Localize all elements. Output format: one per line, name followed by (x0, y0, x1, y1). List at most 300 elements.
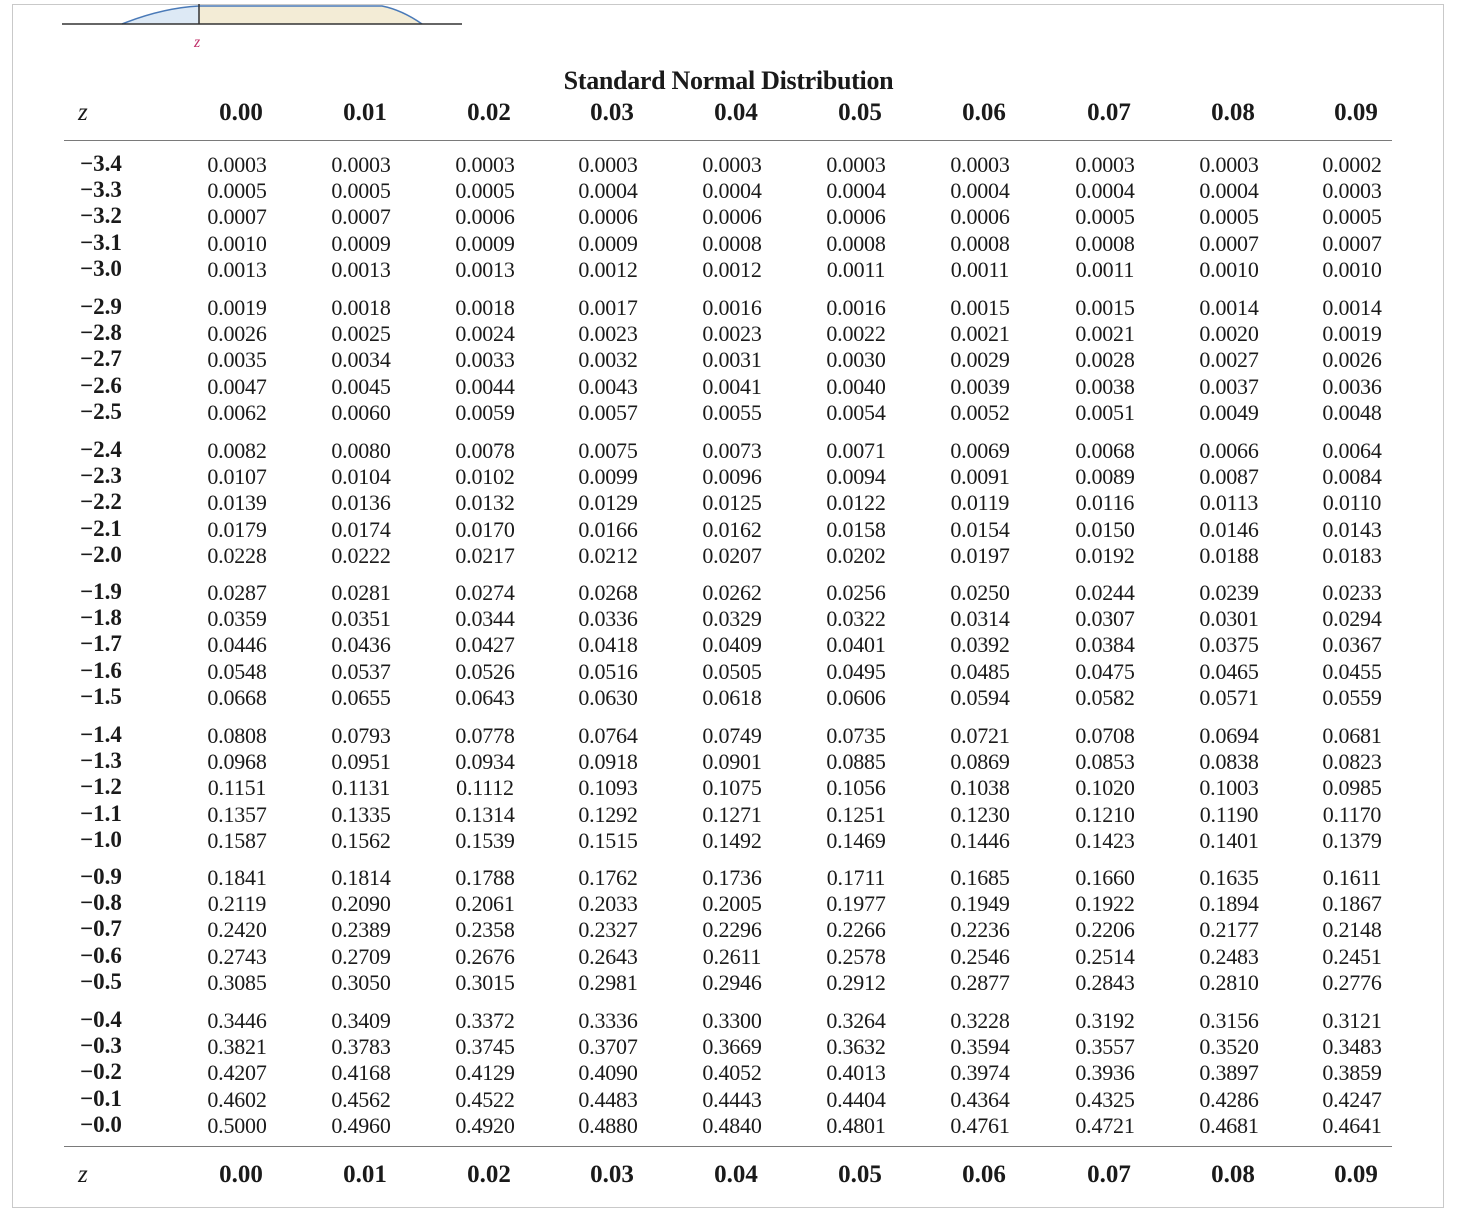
row-label: −0.3 (80, 1033, 122, 1058)
table-cell: 0.0571 (1199, 685, 1259, 710)
row-label: −3.3 (80, 177, 122, 202)
table-cell: 0.0003 (455, 152, 515, 177)
table-cell: 0.0735 (826, 723, 886, 748)
table-cell: 0.1314 (455, 802, 515, 827)
table-cell: 0.0239 (1199, 580, 1259, 605)
table-cell: 0.0060 (331, 400, 391, 425)
table-cell: 0.2420 (207, 917, 267, 942)
table-cell: 0.0125 (702, 490, 762, 515)
table-cell: 0.0359 (207, 606, 267, 631)
table-cell: 0.3300 (702, 1008, 762, 1033)
table-cell: 0.2810 (1199, 970, 1259, 995)
table-cell: 0.0582 (1075, 685, 1135, 710)
table-cell: 0.1271 (702, 802, 762, 827)
table-cell: 0.1587 (207, 828, 267, 853)
row-label: −2.4 (80, 437, 122, 462)
table-cell: 0.3121 (1322, 1008, 1382, 1033)
footer-col-5: 0.05 (838, 1161, 882, 1188)
table-cell: 0.0028 (1075, 347, 1135, 372)
table-cell: 0.0681 (1322, 723, 1382, 748)
table-cell: 0.3897 (1199, 1060, 1259, 1085)
table-cell: 0.0003 (950, 152, 1010, 177)
row-label: −2.1 (80, 516, 122, 541)
table-cell: 0.0344 (455, 606, 515, 631)
table-cell: 0.1446 (950, 828, 1010, 853)
table-cell: 0.1788 (455, 865, 515, 890)
table-cell: 0.0968 (207, 749, 267, 774)
table-cell: 0.0008 (826, 231, 886, 256)
table-cell: 0.3821 (207, 1034, 267, 1059)
row-label: −1.7 (80, 631, 122, 656)
table-cell: 0.0436 (331, 632, 391, 657)
table-cell: 0.4013 (826, 1060, 886, 1085)
table-cell: 0.0294 (1322, 606, 1382, 631)
table-cell: 0.0808 (207, 723, 267, 748)
table-cell: 0.0764 (578, 723, 638, 748)
table-cell: 0.0008 (950, 231, 1010, 256)
table-cell: 0.0005 (455, 178, 515, 203)
table-cell: 0.1469 (826, 828, 886, 853)
table-cell: 0.0087 (1199, 464, 1259, 489)
table-cell: 0.1251 (826, 802, 886, 827)
table-cell: 0.0104 (331, 464, 391, 489)
row-label: −1.1 (80, 801, 122, 826)
table-cell: 0.1230 (950, 802, 1010, 827)
table-cell: 0.0019 (1322, 321, 1382, 346)
table-cell: 0.0409 (702, 632, 762, 657)
table-cell: 0.0107 (207, 464, 267, 489)
table-cell: 0.0094 (826, 464, 886, 489)
table-cell: 0.0025 (331, 321, 391, 346)
row-label: −1.3 (80, 748, 122, 773)
table-cell: 0.0256 (826, 580, 886, 605)
table-cell: 0.4286 (1199, 1087, 1259, 1112)
table-cell: 0.0011 (826, 257, 886, 282)
table-cell: 0.0132 (455, 490, 515, 515)
table-cell: 0.0244 (1075, 580, 1135, 605)
row-label: −2.6 (80, 373, 122, 398)
table-cell: 0.2358 (455, 917, 515, 942)
row-label: −2.7 (80, 346, 122, 371)
table-cell: 0.0022 (826, 321, 886, 346)
table-cell: 0.0951 (331, 749, 391, 774)
table-cell: 0.0007 (207, 204, 267, 229)
table-cell: 0.0158 (826, 517, 886, 542)
table-cell: 0.1762 (578, 865, 638, 890)
table-cell: 0.0003 (207, 152, 267, 177)
table-cell: 0.0307 (1075, 606, 1135, 631)
table-cell: 0.0287 (207, 580, 267, 605)
table-cell: 0.0446 (207, 632, 267, 657)
table-cell: 0.3050 (331, 970, 391, 995)
footer-col-4: 0.04 (714, 1161, 758, 1188)
row-label: −0.6 (80, 943, 122, 968)
table-cell: 0.0011 (1075, 257, 1135, 282)
table-cell: 0.0102 (455, 464, 515, 489)
table-cell: 0.0139 (207, 490, 267, 515)
table-cell: 0.0003 (331, 152, 391, 177)
table-cell: 0.0694 (1199, 723, 1259, 748)
table-cell: 0.0314 (950, 606, 1010, 631)
table-cell: 0.0045 (331, 374, 391, 399)
row-label: −1.4 (80, 722, 122, 747)
table-cell: 0.0207 (702, 543, 762, 568)
table-cell: 0.0019 (207, 295, 267, 320)
table-cell: 0.2236 (950, 917, 1010, 942)
table-cell: 0.0069 (950, 438, 1010, 463)
table-cell: 0.3936 (1075, 1060, 1135, 1085)
table-cell: 0.1292 (578, 802, 638, 827)
header-col-9: 0.09 (1334, 99, 1378, 126)
table-cell: 0.0475 (1075, 659, 1135, 684)
table-cell: 0.0009 (578, 231, 638, 256)
table-cell: 0.0096 (702, 464, 762, 489)
table-cell: 0.0049 (1199, 400, 1259, 425)
table-cell: 0.1736 (702, 865, 762, 890)
row-label: −2.5 (80, 399, 122, 424)
table-cell: 0.0075 (578, 438, 638, 463)
table-cell: 0.0250 (950, 580, 1010, 605)
table-cell: 0.0009 (331, 231, 391, 256)
table-cell: 0.0465 (1199, 659, 1259, 684)
table-cell: 0.0375 (1199, 632, 1259, 657)
table-cell: 0.1515 (578, 828, 638, 853)
table-cell: 0.2266 (826, 917, 886, 942)
table-cell: 0.2090 (331, 891, 391, 916)
table-cell: 0.1210 (1075, 802, 1135, 827)
table-cell: 0.2946 (702, 970, 762, 995)
table-cell: 0.0113 (1199, 490, 1259, 515)
table-cell: 0.2578 (826, 944, 886, 969)
table-cell: 0.1660 (1075, 865, 1135, 890)
table-cell: 0.0212 (578, 543, 638, 568)
row-label: −0.2 (80, 1059, 122, 1084)
table-cell: 0.0004 (702, 178, 762, 203)
table-cell: 0.0643 (455, 685, 515, 710)
footer-z-label: z (78, 1161, 88, 1188)
table-cell: 0.2483 (1199, 944, 1259, 969)
table-cell: 0.0078 (455, 438, 515, 463)
table-cell: 0.0197 (950, 543, 1010, 568)
table-cell: 0.2643 (578, 944, 638, 969)
row-label: −3.0 (80, 256, 122, 281)
table-cell: 0.4801 (826, 1113, 886, 1138)
footer-col-2: 0.02 (467, 1161, 511, 1188)
table-cell: 0.0749 (702, 723, 762, 748)
table-cell: 0.4681 (1199, 1113, 1259, 1138)
table-cell: 0.0029 (950, 347, 1010, 372)
table-cell: 0.0026 (1322, 347, 1382, 372)
table-cell: 0.0351 (331, 606, 391, 631)
table-cell: 0.3372 (455, 1008, 515, 1033)
table-cell: 0.0166 (578, 517, 638, 542)
table-cell: 0.1949 (950, 891, 1010, 916)
table-cell: 0.0778 (455, 723, 515, 748)
table-cell: 0.3446 (207, 1008, 267, 1033)
table-cell: 0.0003 (1075, 152, 1135, 177)
table-cell: 0.1423 (1075, 828, 1135, 853)
table-cell: 0.0059 (455, 400, 515, 425)
table-cell: 0.1020 (1075, 775, 1135, 800)
table-cell: 0.0655 (331, 685, 391, 710)
table-cell: 0.0006 (455, 204, 515, 229)
table-cell: 0.0192 (1075, 543, 1135, 568)
table-cell: 0.1112 (456, 775, 514, 800)
header-col-1: 0.01 (343, 99, 387, 126)
table-cell: 0.1379 (1322, 828, 1382, 853)
table-cell: 0.1056 (826, 775, 886, 800)
table-cell: 0.0630 (578, 685, 638, 710)
table-cell: 0.0006 (950, 204, 1010, 229)
table-cell: 0.0146 (1199, 517, 1259, 542)
table-cell: 0.0012 (578, 257, 638, 282)
table-cell: 0.4247 (1322, 1087, 1382, 1112)
table-cell: 0.0495 (826, 659, 886, 684)
curve-shaded-region (122, 6, 199, 24)
table-cell: 0.1131 (331, 775, 391, 800)
table-cell: 0.0367 (1322, 632, 1382, 657)
row-label: −2.0 (80, 542, 122, 567)
table-cell: 0.0129 (578, 490, 638, 515)
table-cell: 0.4483 (578, 1087, 638, 1112)
table-cell: 0.0026 (207, 321, 267, 346)
table-cell: 0.0034 (331, 347, 391, 372)
table-cell: 0.0004 (1075, 178, 1135, 203)
table-cell: 0.2611 (702, 944, 762, 969)
row-label: −1.6 (80, 658, 122, 683)
table-cell: 0.0003 (826, 152, 886, 177)
table-cell: 0.0055 (702, 400, 762, 425)
table-cell: 0.0044 (455, 374, 515, 399)
table-cell: 0.2177 (1199, 917, 1259, 942)
table-cell: 0.2843 (1075, 970, 1135, 995)
row-label: −1.2 (80, 774, 122, 799)
table-cell: 0.0033 (455, 347, 515, 372)
curve-body-region (199, 6, 422, 24)
table-cell: 0.0005 (1199, 204, 1259, 229)
table-cell: 0.2877 (950, 970, 1010, 995)
header-col-5: 0.05 (838, 99, 882, 126)
table-cell: 0.3409 (331, 1008, 391, 1033)
table-cell: 0.2912 (826, 970, 886, 995)
table-cell: 0.0003 (1199, 152, 1259, 177)
table-cell: 0.4325 (1075, 1087, 1135, 1112)
table-cell: 0.0384 (1075, 632, 1135, 657)
table-cell: 0.0080 (331, 438, 391, 463)
table-cell: 0.0143 (1322, 517, 1382, 542)
table-cell: 0.0021 (950, 321, 1010, 346)
row-label: −1.9 (80, 579, 122, 604)
table-cell: 0.0084 (1322, 464, 1382, 489)
footer-rule (64, 1146, 1392, 1147)
table-cell: 0.1977 (826, 891, 886, 916)
table-cell: 0.1867 (1322, 891, 1382, 916)
table-cell: 0.2451 (1322, 944, 1382, 969)
table-cell: 0.0013 (207, 257, 267, 282)
table-cell: 0.0091 (950, 464, 1010, 489)
table-cell: 0.0401 (826, 632, 886, 657)
table-cell: 0.0217 (455, 543, 515, 568)
table-cell: 0.0010 (1199, 257, 1259, 282)
table-cell: 0.2033 (578, 891, 638, 916)
row-label: −2.2 (80, 489, 122, 514)
table-cell: 0.0918 (578, 749, 638, 774)
table-cell: 0.0062 (207, 400, 267, 425)
row-label: −1.8 (80, 605, 122, 630)
table-cell: 0.2005 (702, 891, 762, 916)
table-cell: 0.0170 (455, 517, 515, 542)
table-cell: 0.0023 (702, 321, 762, 346)
table-cell: 0.0934 (455, 749, 515, 774)
footer-col-7: 0.07 (1087, 1161, 1131, 1188)
table-cell: 0.4602 (207, 1087, 267, 1112)
table-cell: 0.0024 (455, 321, 515, 346)
table-cell: 0.0222 (331, 543, 391, 568)
table-cell: 0.3483 (1322, 1034, 1382, 1059)
table-cell: 0.0116 (1075, 490, 1135, 515)
table-cell: 0.1335 (331, 802, 391, 827)
header-col-2: 0.02 (467, 99, 511, 126)
table-cell: 0.4880 (578, 1113, 638, 1138)
table-cell: 0.3783 (331, 1034, 391, 1059)
header-col-6: 0.06 (962, 99, 1006, 126)
table-cell: 0.3632 (826, 1034, 886, 1059)
table-cell: 0.0233 (1322, 580, 1382, 605)
table-cell: 0.0793 (331, 723, 391, 748)
table-cell: 0.4404 (826, 1087, 886, 1112)
table-cell: 0.2743 (207, 944, 267, 969)
table-cell: 0.0082 (207, 438, 267, 463)
table-cell: 0.3557 (1075, 1034, 1135, 1059)
footer-col-6: 0.06 (962, 1161, 1006, 1188)
table-cell: 0.0004 (950, 178, 1010, 203)
table-cell: 0.0027 (1199, 347, 1259, 372)
table-cell: 0.2296 (702, 917, 762, 942)
table-cell: 0.0068 (1075, 438, 1135, 463)
table-cell: 0.0853 (1075, 749, 1135, 774)
table-cell: 0.1357 (207, 802, 267, 827)
table-cell: 0.4090 (578, 1060, 638, 1085)
row-label: −0.1 (80, 1086, 122, 1111)
table-cell: 0.0016 (702, 295, 762, 320)
row-label: −3.1 (80, 230, 122, 255)
table-cell: 0.0008 (1075, 231, 1135, 256)
table-cell: 0.0013 (455, 257, 515, 282)
footer-col-3: 0.03 (590, 1161, 634, 1188)
table-cell: 0.0052 (950, 400, 1010, 425)
table-cell: 0.1003 (1199, 775, 1259, 800)
table-cell: 0.0392 (950, 632, 1010, 657)
table-cell: 0.0505 (702, 659, 762, 684)
table-cell: 0.0039 (950, 374, 1010, 399)
table-cell: 0.3859 (1322, 1060, 1382, 1085)
table-cell: 0.3974 (950, 1060, 1010, 1085)
table-cell: 0.2676 (455, 944, 515, 969)
row-label: −0.4 (80, 1007, 122, 1032)
table-cell: 0.0110 (1322, 490, 1382, 515)
table-cell: 0.1814 (331, 865, 391, 890)
table-cell: 0.0005 (1075, 204, 1135, 229)
table-cell: 0.0174 (331, 517, 391, 542)
table-title: Standard Normal Distribution (563, 66, 894, 95)
table-cell: 0.4840 (702, 1113, 762, 1138)
table-cell: 0.0119 (950, 490, 1010, 515)
row-label: −2.3 (80, 463, 122, 488)
table-cell: 0.1841 (207, 865, 267, 890)
table-cell: 0.0901 (702, 749, 762, 774)
table-cell: 0.0668 (207, 685, 267, 710)
table-cell: 0.3594 (950, 1034, 1010, 1059)
table-cell: 0.0010 (1322, 257, 1382, 282)
table-cell: 0.0013 (331, 257, 391, 282)
table-cell: 0.3336 (578, 1008, 638, 1033)
table-cell: 0.1038 (950, 775, 1010, 800)
normal-curve-figure (62, 4, 462, 28)
table-cell: 0.0606 (826, 685, 886, 710)
table-cell: 0.0188 (1199, 543, 1259, 568)
table-cell: 0.0064 (1322, 438, 1382, 463)
table-cell: 0.0038 (1075, 374, 1135, 399)
table-cell: 0.0838 (1199, 749, 1259, 774)
header-rule (64, 140, 1392, 141)
table-cell: 0.0281 (331, 580, 391, 605)
table-cell: 0.0017 (578, 295, 638, 320)
table-cell: 0.2206 (1075, 917, 1135, 942)
table-cell: 0.0823 (1322, 749, 1382, 774)
table-cell: 0.0418 (578, 632, 638, 657)
table-cell: 0.0455 (1322, 659, 1382, 684)
table-cell: 0.0040 (826, 374, 886, 399)
table-cell: 0.4960 (331, 1113, 391, 1138)
table-cell: 0.3156 (1199, 1008, 1259, 1033)
table-cell: 0.4364 (950, 1087, 1010, 1112)
table-cell: 0.0007 (1199, 231, 1259, 256)
table-cell: 0.2709 (331, 944, 391, 969)
table-cell: 0.3192 (1075, 1008, 1135, 1033)
table-cell: 0.0002 (1322, 152, 1382, 177)
table-cell: 0.0014 (1322, 295, 1382, 320)
table-cell: 0.0003 (702, 152, 762, 177)
table-cell: 0.0030 (826, 347, 886, 372)
table-cell: 0.0066 (1199, 438, 1259, 463)
table-cell: 0.0136 (331, 490, 391, 515)
row-label: −1.5 (80, 684, 122, 709)
table-cell: 0.2148 (1322, 917, 1382, 942)
table-cell: 0.3745 (455, 1034, 515, 1059)
table-cell: 0.0516 (578, 659, 638, 684)
table-cell: 0.0274 (455, 580, 515, 605)
table-cell: 0.1894 (1199, 891, 1259, 916)
table-cell: 0.0559 (1322, 685, 1382, 710)
table-cell: 0.0427 (455, 632, 515, 657)
table-cell: 0.1539 (455, 828, 515, 853)
table-cell: 0.0057 (578, 400, 638, 425)
table-cell: 0.4443 (702, 1087, 762, 1112)
table-cell: 0.4522 (455, 1087, 515, 1112)
row-label: −3.4 (80, 151, 122, 176)
table-cell: 0.2327 (578, 917, 638, 942)
table-cell: 0.0322 (826, 606, 886, 631)
row-label: −0.0 (80, 1112, 122, 1137)
row-label: −0.9 (80, 864, 122, 889)
table-cell: 0.2514 (1075, 944, 1135, 969)
table-cell: 0.0594 (950, 685, 1010, 710)
table-cell: 0.0041 (702, 374, 762, 399)
table-cell: 0.0014 (1199, 295, 1259, 320)
table-cell: 0.0035 (207, 347, 267, 372)
row-label: −0.5 (80, 969, 122, 994)
table-cell: 0.0202 (826, 543, 886, 568)
